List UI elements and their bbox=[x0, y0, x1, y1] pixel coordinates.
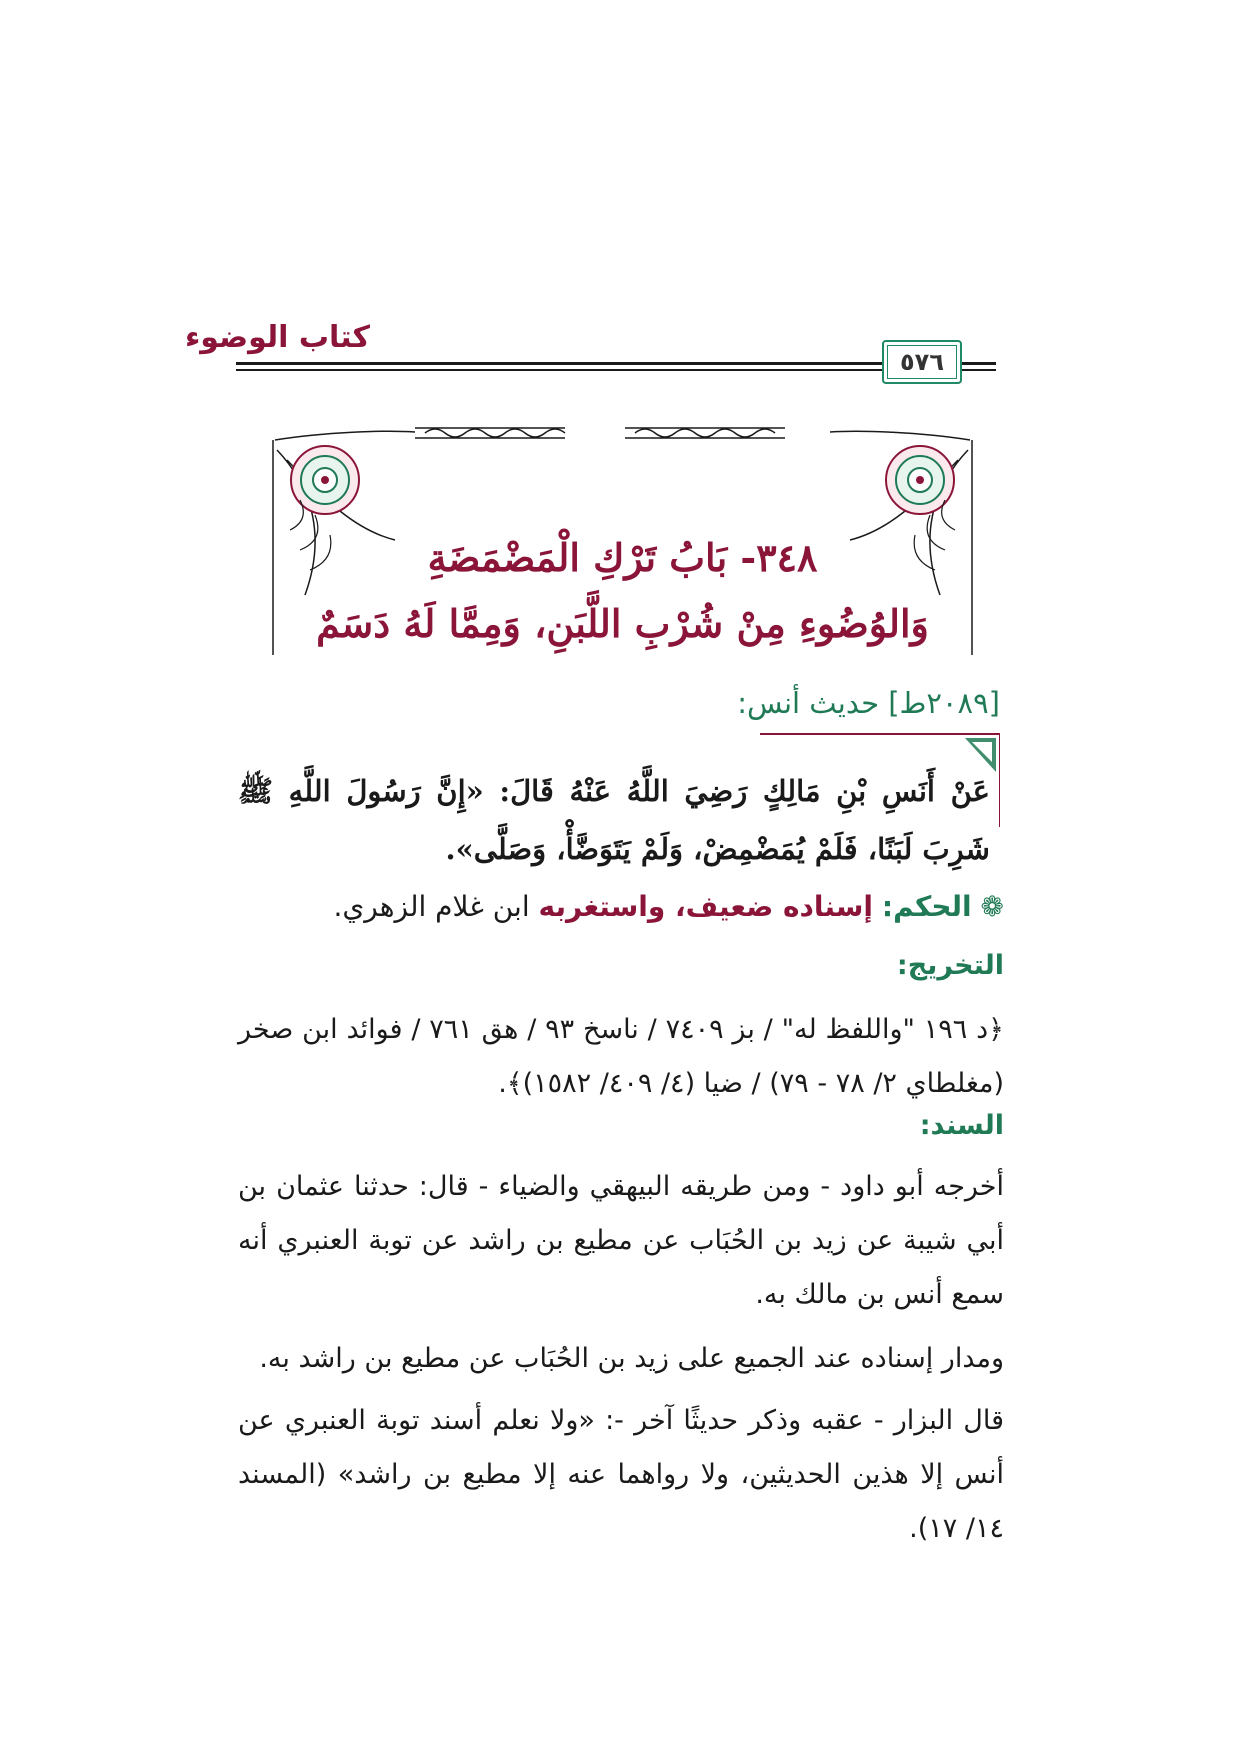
chapter-title bbox=[270, 525, 975, 657]
verdict-rest: ابن غلام الزهري. bbox=[333, 890, 539, 923]
page-number: ٥٧٦ bbox=[887, 345, 957, 379]
chapter-title-line-1: ٣٤٨- بَابُ تَرْكِ الْمَضْمَضَةِ bbox=[427, 535, 818, 580]
sanad-paragraph-3: قال البزار - عقبه وذكر حديثًا آخر -: «ولا نعلم أسند توبة العنبري عن أنس إلا هذين الحديثين، ولا رواهما عنه إلا مطيع بن راشد» (المسند ١٤/ ١٧). bbox=[238, 1405, 1004, 1544]
chapter-title-line-2: وَالوُضُوءِ مِنْ شُرْبِ اللَّبَنِ، وَمِمَّا لَهُ دَسَمٌ bbox=[316, 601, 929, 646]
sanad-heading: السند: bbox=[919, 1110, 1004, 1141]
takhrij-heading: التخريج: bbox=[896, 950, 1004, 981]
hadith-text: عَنْ أَنَسِ بْنِ مَالِكٍ رَضِيَ اللَّهُ عَنْهُ قَالَ: «إِنَّ رَسُولَ اللَّهِ ﷺ شَرِبَ لَبَنًا، فَلَمْ يُمَضْمِضْ، وَلَمْ يَتَوَضَّأْ، وَصَلَّى». bbox=[238, 774, 990, 866]
running-title: كتاب الوضوء bbox=[184, 320, 370, 355]
sanad-paragraph-1: أخرجه أبو داود - ومن طريقه البيهقي والضياء - قال: حدثنا عثمان بن أبي شيبة عن زيد بن الحُبَاب عن مطيع بن راشد عن توبة العنبري أنه سمع أنس بن مالك به. bbox=[238, 1171, 1004, 1310]
flower-icon: ❁ bbox=[980, 890, 1004, 923]
takhrij-text: ﴿د ١٩٦ "واللفظ له" / بز ٧٤٠٩ / ناسخ ٩٣ / هق ٧٦١ / فوائد ابن صخر (مغلطاي ٢/ ٧٨ - ٧٩) / ضيا (٤/ ٤٠٩/ ١٥٨٢)﴾. bbox=[238, 1014, 1004, 1099]
sanad-paragraph-2: ومدار إسناده عند الجميع على زيد بن الحُبَاب عن مطيع بن راشد به. bbox=[259, 1343, 1004, 1374]
page-number-box bbox=[882, 340, 962, 384]
verdict-line bbox=[333, 890, 1004, 923]
hadith-number-label: [٢٠٨٩ط] حديث أنس: bbox=[737, 686, 1000, 720]
verdict-value: إسناده ضعيف، واستغربه bbox=[538, 890, 873, 923]
verdict-label: الحكم: bbox=[881, 890, 972, 923]
